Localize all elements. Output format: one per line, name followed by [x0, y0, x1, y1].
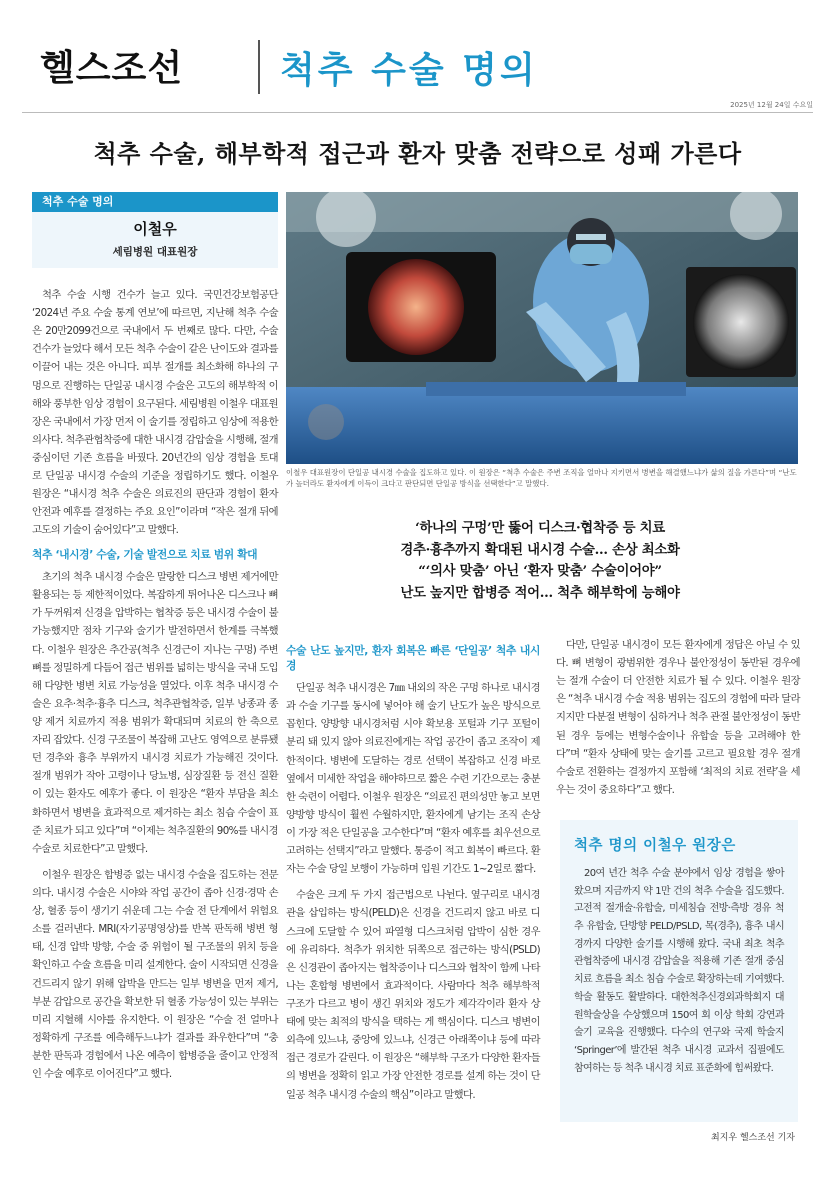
- section-subhead: 수술 난도 높지만, 환자 회복은 빠른 ‘단일공’ 척추 내시경: [286, 644, 540, 672]
- pull-quote-line: “‘의사 맞춤’ 아닌 ‘환자 맞춤’ 수술이어야”: [418, 563, 662, 580]
- masthead-brand: 헬스조선: [40, 48, 184, 89]
- article-column-1: [32, 286, 278, 1083]
- profile-series-label: 척추 수술 명의: [32, 192, 278, 212]
- masthead-series-title: 척추 수술 명의: [280, 50, 538, 91]
- pull-quote: [290, 518, 790, 605]
- article-column-3: [556, 636, 800, 799]
- paragraph: 다만, 단일공 내시경이 모든 환자에게 정답은 아닐 수 있다. 뼈 변형이 광범위한 경우나 불안정성이 동반된 경우에는 절개 수술이 더 안전한 치료가 될 수 있다. 이철우 원장은 “척추 내시경 수술 적용 범위는 집도의 경험에 따라 달라지지만 다분절 변형이 심하거나 척추 관절 불안정성이 동반된 경우 등에는 변형수술이나 유합술 등을 고려해야 한다”며 “환자 상태에 맞는 술기를 고르고 필요할 경우 절개 수술로 전환하는 결정까지 포함해 ‘최적의 치료 전략’을 세우는 것이 중요하다”고 했다.: [556, 639, 800, 796]
- pull-quote-line: ‘하나의 구멍’만 뚫어 디스크·협착증 등 치료: [415, 520, 665, 536]
- article-headline: 척추 수술, 해부학적 접근과 환자 맞춤 전략으로 성패 가른다: [93, 139, 742, 168]
- doctor-title: 세림병원 대표원장: [112, 246, 198, 258]
- paragraph: 단일공 척추 내시경은 7㎜ 내외의 작은 구멍 하나로 내시경과 수술 기구를 동시에 넣어야 해 술기 난도가 높은 방식으로 꼽힌다. 양방향 내시경처럼 시야 확보용 포털과 기구 포털이 분리 돼 있지 않아 의료진에게는 작업 공간이 좁고 조작이 제한적이다. 병변에 도달하는 경로 선택이 복잡하고 신경 바로 옆에서 미세한 작업을 해야하므로 짧은 수련 기간으로는 충분한 숙련이 어렵다. 이철우 원장은 “의료진 편의성만 놓고 보면 양방향 방식이 훨씬 수월하지만, 환자에게 남기는 조직 손상이 가장 적은 단일공을 고수한다”며 “환자 예후를 최우선으로 고려하는 선택지”라고 말했다. 통증이 적고 회복이 빠르다. 환자는 수술 당일 보행이 가능하며 입원 기간도 1~2일로 짧다.: [286, 682, 540, 876]
- bio-body: 20여 년간 척추 수술 분야에서 임상 경험을 쌓아 왔으며 지금까지 약 1만 건의 척추 수술을 집도했다. 고전적 절개술·유합술, 미세침습 전방·측방 경유 척추 유합술, 단방향 PELD/PSLD, 목(경추), 흉추 내시경까지 다양한 술기를 시행해 왔다. 국내 최초 척추관협착증에 내시경 감압술을 적용해 기존 절개 중심 치료 흐름을 최소 침습 수술로 확장하는데 기여했다. 학술 활동도 활발하다. 대한척추신경외과학회지 대원학술상을 수상했으며 150여 회 이상 학회 강연과 술기 교육을 진행했다. 다수의 연구와 국제 학술지 ‘Springer’에 발간된 척추 내시경 교과서 집필에도 참여하는 등 척추 내시경 치료 표준화에 힘써왔다.: [574, 868, 784, 1074]
- paragraph: 수술은 크게 두 가지 접근법으로 나뉜다. 옆구리로 내시경 관을 삽입하는 방식(PELD)은 신경을 건드리지 않고 바로 디스크에 도달할 수 있어 파열형 디스크처럼 압박이 심한 경우에 유리하다. 척추가 위치한 뒤쪽으로 접근하는 방식(PSLD)은 신경관이 좁아지는 협착증이나 디스크와 협착이 함께 나타나는 혼합형 병변에서 효과적이다. 사람마다 척추 해부학적 구조가 다르고 병이 생긴 위치와 정도가 제각각이라 환자 상태에 맞는 최적의 방식을 택하는 게 핵심이다. 디스크 병변이 외측에 있느냐, 중앙에 있느냐, 신경근 아래쪽이냐 등에 따라 접근 경로가 갈린다. 이 원장은 “해부학 구조가 다양한 환자들의 병변을 정확히 읽고 가장 안전한 경로를 설계 하는 것이 단일공 척추 내시경 수술의 핵심”이라고 말했다.: [286, 889, 540, 1101]
- masthead-rule: [22, 112, 813, 113]
- doctor-profile-box: [32, 192, 278, 268]
- reporter-byline: 최지우 헬스조선 기자: [711, 1133, 795, 1143]
- surgery-photo: [286, 192, 798, 464]
- paragraph: 초기의 척추 내시경 수술은 말랑한 디스크 병변 제거에만 활용되는 등 제한적이었다. 복잡하게 튀어나온 디스크나 뼈가 두꺼워져 신경을 압박하는 협착증 등은 내시경 수술이 불가능했지만 점차 기구와 술기가 발전하면서 한계를 극복했다. 이철우 원장은 추간공(척추 신경근이 지나는 구멍) 주변 뼈를 정밀하게 다듬어 접근 범위를 넓히는 방식을 국내 도입해 다양한 병변 치료 가능성을 열었다. 이후 척추 내시경 수술은 요추·척추·흉추 디스크, 척추관협착증, 일부 낭종과 종양 제거 치료까지 적용 범위가 확대되며 치료의 한 축으로 자리 잡았다. 신경 구조물이 복잡해 고난도 영역으로 분류됐던 경추와 흉추 부위까지 내시경 치료가 가능해진 것이다. 절개 범위가 작아 고령이나 당뇨병, 심장질환 등 전신 질환이 있는 환자도 예후가 좋다. 이 원장은 “환자 부담을 최소화하면서 병변을 효과적으로 제거하는 최소 침습 수술이 표준 치료가 되고 있다”며 “이제는 척추질환의 90%를 내시경 수술로 치료한다”고 말했다.: [32, 571, 278, 855]
- section-subhead: 척추 ‘내시경’ 수술, 기술 발전으로 치료 범위 확대: [32, 547, 258, 561]
- doctor-bio-box: [560, 820, 798, 1122]
- paragraph: 이철우 원장은 합병증 없는 내시경 수술을 집도하는 전문의다. 내시경 수술은 시야와 작업 공간이 좁아 신경·경막 손상, 혈종 등이 생기기 쉬운데 그는 수술 전 단계에서 위험요소를 걸러낸다. MRI(자기공명영상)를 반복 판독해 병변 형태, 신경 압박 방향, 수술 중 위험이 될 구조물의 위치 등을 확인하고 수술 흐름을 미리 설계한다. 술이 시작되면 신경을 건드리지 않기 위해 압박을 만드는 일부 병변을 먼저 제거, 부분 감압으로 공간을 확보한 뒤 혈종 가능성이 있는 부위는 미리 지혈해 시야를 유지한다. 이 원장은 “수술 전 얼마나 정확하게 구조를 예측해두느냐가 결과를 좌우한다”며 “충분한 판독과 경험에서 나온 예측이 합병증을 줄이고 안정적인 수술 예후로 이어진다”고 했다.: [32, 868, 278, 1081]
- issue-date: 2025년 12월 24일 수요일: [730, 101, 813, 109]
- masthead-divider: [258, 40, 260, 94]
- bio-title: 척추 명의 이철우 원장은: [574, 838, 736, 854]
- doctor-name: 이철우: [133, 220, 177, 238]
- article-column-2: [286, 636, 540, 1104]
- surgery-photo-illustration: [286, 192, 798, 464]
- photo-caption: 이철우 대표원장이 단일공 내시경 수술을 집도하고 있다. 이 원장은 “척추 수술은 주변 조직을 얼마나 지키면서 병변을 해결했느냐가 삶의 질을 가른다”며 “난도가 높더라도 환자에게 이득이 크다고 판단되면 단일공 방식을 선택한다”고 말했다.: [286, 468, 797, 488]
- pull-quote-line: 경추·흉추까지 확대된 내시경 수술… 손상 최소화: [400, 541, 680, 558]
- paragraph: 척추 수술 시행 건수가 늘고 있다. 국민건강보험공단 ‘2024년 주요 수술 통계 연보’에 따르면, 지난해 척추 수술은 20만2099건으로 국내에서 두 번째로 많다. 다만, 수술 건수가 늘었다 해서 모든 척추 수술이 같은 난이도와 결과를 이끌어 내는 것은 아니다. 피부 절개를 최소화해 하나의 구멍으로 진행하는 단일공 내시경 수술은 고도의 해부학적 이해와 풍부한 임상 경험이 요구된다. 세림병원 이철우 대표원장은 국내에서 가장 먼저 이 술기를 정립하고 임상에 적용한 의사다. 척추관협착증에 대한 내시경 감압술을 시행해, 절개 중심이던 기존 흐름을 바꿨다. 20년간의 임상 경험을 토대로 단일공 내시경 수술의 기준을 정립하기도 했다. 이철우 원장은 “내시경 척추 수술은 의료진의 판단과 경험이 환자 안전과 예후를 결정하는 주요 요인”이라며 “작은 절개 뒤에 고도의 기술이 숨어있다”고 말했다.: [32, 289, 278, 537]
- pull-quote-line: 난도 높지만 합병증 적어… 척추 해부학에 능해야: [400, 585, 680, 602]
